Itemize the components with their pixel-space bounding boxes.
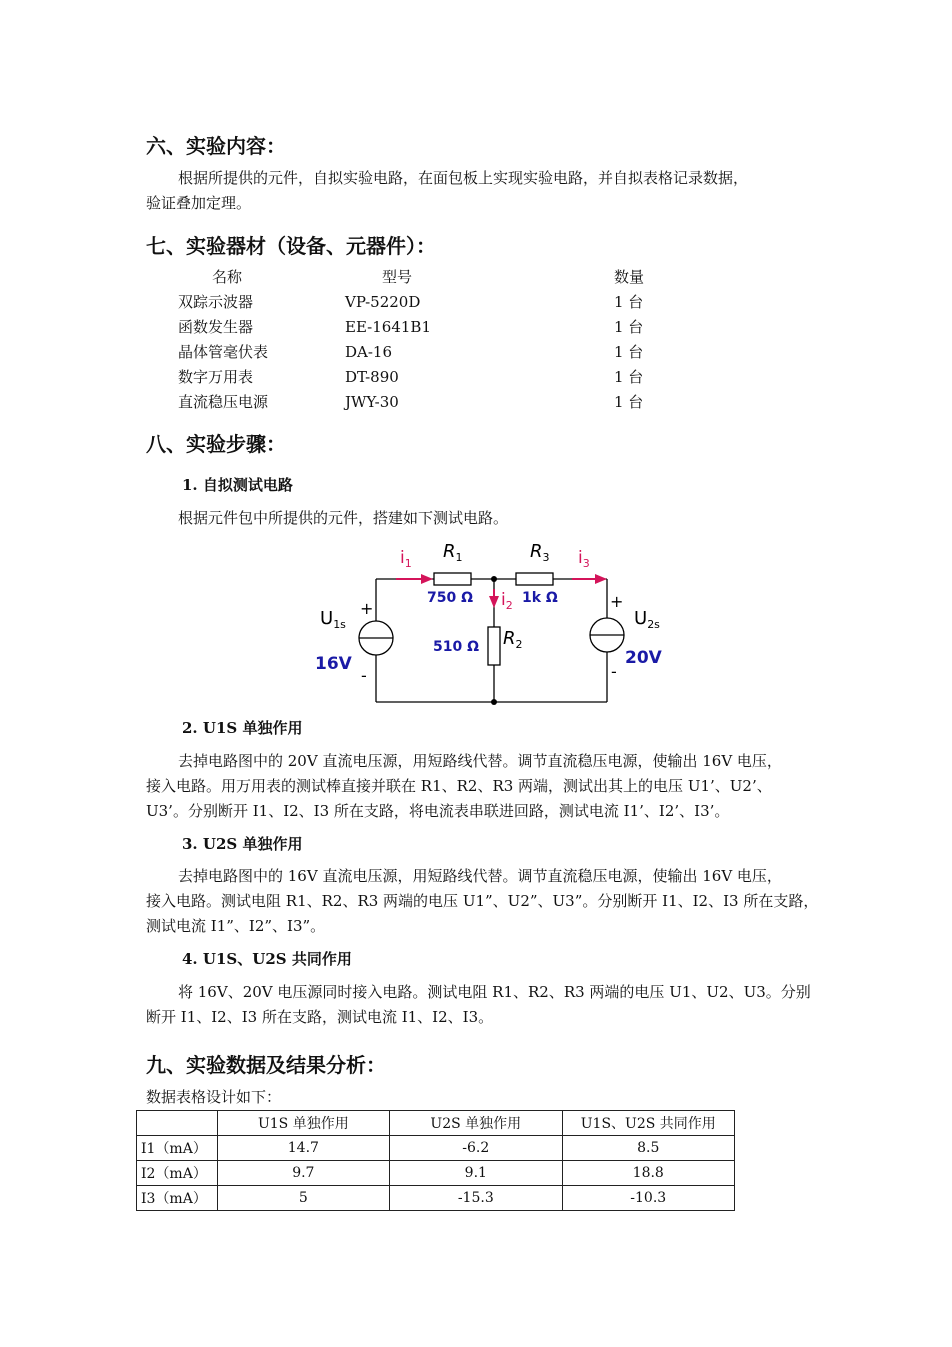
equipment-name: 数字万用表	[178, 368, 254, 386]
table-cell: 9.1	[390, 1161, 562, 1186]
table-cell: 5	[217, 1186, 389, 1211]
section-7-title: 七、实验器材（设备、元器件）：	[146, 234, 436, 258]
section-6-text-line2: 验证叠加定理。	[146, 194, 252, 212]
row-label: I3（mA）	[137, 1186, 218, 1211]
junction-dot	[491, 576, 497, 582]
table-header-cell	[137, 1111, 218, 1136]
step-1-text: 根据元件包中所提供的元件，搭建如下测试电路。	[178, 509, 509, 527]
equipment-header	[178, 265, 678, 290]
value-r2: 510 Ω	[433, 639, 479, 655]
label-r3: $R_3$	[530, 541, 550, 564]
step-2-line2: 接入电路。用万用表的测试棒直接并联在 R1、R2、R3 两端，测试出其上的电压 U1’、U2’、	[146, 777, 772, 795]
step-3-heading	[182, 833, 302, 854]
equipment-model: DA-16	[345, 343, 393, 361]
table-cell: 8.5	[562, 1136, 734, 1161]
circuit-diagram	[300, 538, 680, 714]
equipment-name: 晶体管毫伏表	[178, 343, 269, 361]
table-cell: -6.2	[390, 1136, 562, 1161]
section-6-text-line1: 根据所提供的元件，自拟实验电路，在面包板上实现实验电路，并自拟表格记录数据，	[178, 169, 749, 187]
step-3-line3: 测试电流 I1”、I2”、I3”。	[146, 917, 326, 935]
equipment-header-name: 名称	[212, 268, 243, 286]
equipment-qty: 1 台	[614, 368, 644, 386]
equipment-qty: 1 台	[614, 343, 644, 361]
section-9-title: 九、实验数据及结果分析：	[146, 1053, 386, 1077]
label-u2s: $U_{2s}$	[634, 608, 660, 631]
u1s-minus: -	[361, 666, 367, 685]
table-header-cell: U1S、U2S 共同作用	[562, 1111, 734, 1136]
equipment-row	[178, 390, 678, 415]
data-table	[136, 1110, 735, 1211]
label-r2: $R_2$	[503, 628, 523, 651]
step-2-line1: 去掉电路图中的 20V 直流电压源，用短路线代替。调节直流稳压电源，使输出 16V 电压，	[178, 752, 782, 770]
table-header-cell: U2S 单独作用	[390, 1111, 562, 1136]
table-header-cell: U1S 单独作用	[217, 1111, 389, 1136]
section-9-intro: 数据表格设计如下：	[146, 1088, 282, 1106]
equipment-model: EE-1641B1	[345, 318, 431, 336]
label-r1: $R_1$	[443, 541, 463, 564]
step-2-heading	[182, 717, 302, 738]
step-4-line1: 将 16V、20V 电压源同时接入电路。测试电阻 R1、R2、R3 两端的电压 U1、U2、U3。分别	[178, 983, 811, 1001]
equipment-row	[178, 315, 678, 340]
resistor-r1	[434, 573, 471, 585]
table-cell: 18.8	[562, 1161, 734, 1186]
row-label: I2（mA）	[137, 1161, 218, 1186]
equipment-name: 函数发生器	[178, 318, 254, 336]
step-3-line1: 去掉电路图中的 16V 直流电压源，用短路线代替。调节直流稳压电源，使输出 16V 电压，	[178, 867, 782, 885]
label-i2: $i_2$	[501, 590, 513, 612]
step-title: U1S 单独作用	[202, 719, 303, 737]
step-title: U2S 单独作用	[202, 835, 303, 853]
step-3-line2: 接入电路。测试电阻 R1、R2、R3 两端的电压 U1”、U2”、U3”。分别断开 I1、I2、I3 所在支路，	[146, 892, 819, 910]
equipment-name: 直流稳压电源	[178, 393, 269, 411]
row-label: I1（mA）	[137, 1136, 218, 1161]
label-u1s: $U_{1s}$	[320, 608, 346, 631]
label-i3: $i_3$	[578, 548, 590, 570]
table-cell: -10.3	[562, 1186, 734, 1211]
equipment-qty: 1 台	[614, 318, 644, 336]
equipment-row	[178, 365, 678, 390]
equipment-model: DT-890	[345, 368, 399, 386]
table-row	[137, 1136, 735, 1161]
resistor-r3	[516, 573, 553, 585]
equipment-row	[178, 290, 678, 315]
equipment-name: 双踪示波器	[178, 293, 254, 311]
value-u2s: 20V	[625, 648, 662, 668]
table-header-row	[137, 1111, 735, 1136]
table-cell: 9.7	[217, 1161, 389, 1186]
resistor-r2	[488, 627, 500, 665]
u2s-plus: +	[610, 592, 624, 611]
step-2-line3: U3’。分别断开 I1、I2、I3 所在支路，将电流表串联进回路，测试电流 I1’、I2’、I3’。	[146, 802, 730, 820]
equipment-header-qty: 数量	[614, 268, 645, 286]
table-cell: 14.7	[217, 1136, 389, 1161]
step-title: U1S、U2S 共同作用	[202, 950, 352, 968]
equipment-model: VP-5220D	[345, 293, 421, 311]
step-title: 自拟测试电路	[202, 476, 293, 494]
value-u1s: 16V	[315, 654, 352, 674]
step-number: 2.	[182, 719, 198, 737]
equipment-qty: 1 台	[614, 293, 644, 311]
table-cell: -15.3	[390, 1186, 562, 1211]
equipment-model: JWY-30	[345, 393, 399, 411]
table-row	[137, 1186, 735, 1211]
section-8-title: 八、实验步骤：	[146, 432, 286, 456]
step-1-heading	[182, 474, 293, 495]
u2s-minus: -	[611, 662, 617, 681]
step-4-heading	[182, 948, 352, 969]
step-number: 4.	[182, 950, 198, 968]
u1s-plus: +	[360, 599, 374, 618]
step-number: 3.	[182, 835, 198, 853]
section-6-title: 六、实验内容：	[146, 134, 286, 158]
value-r3: 1k Ω	[522, 590, 558, 606]
step-number: 1.	[182, 476, 198, 494]
equipment-header-model: 型号	[382, 268, 413, 286]
junction-dot	[491, 699, 497, 705]
step-4-line2: 断开 I1、I2、I3 所在支路，测试电流 I1、I2、I3。	[146, 1008, 494, 1026]
table-row	[137, 1161, 735, 1186]
equipment-row	[178, 340, 678, 365]
value-r1: 750 Ω	[427, 590, 473, 606]
label-i1: $i_1$	[400, 548, 412, 570]
equipment-qty: 1 台	[614, 393, 644, 411]
